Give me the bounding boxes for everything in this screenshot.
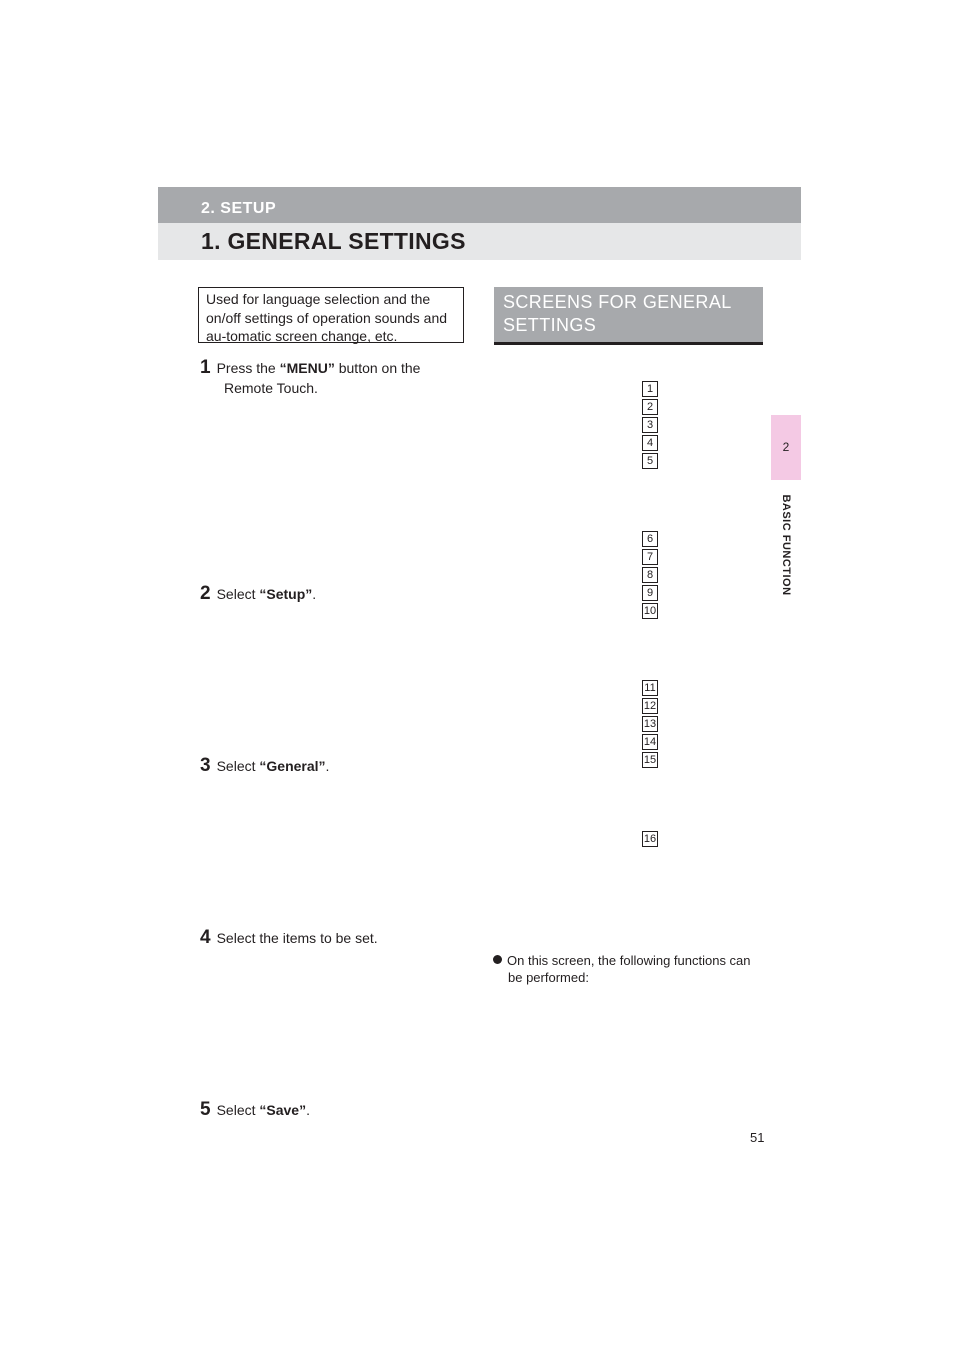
chapter-label: BASIC FUNCTION (780, 494, 792, 596)
step-3 (200, 755, 329, 777)
step-text: button on the (334, 360, 421, 376)
step-keyword: “General” (259, 758, 326, 774)
callout-9: 9 (642, 585, 658, 601)
callout-16: 16 (643, 833, 657, 845)
callout-15: 15 (643, 754, 657, 766)
section-label: 2. SETUP (201, 200, 277, 217)
note-text: be performed: (508, 970, 589, 985)
step-text: . (312, 586, 317, 602)
callout-10: 10 (643, 605, 657, 617)
step-keyword: “Save” (259, 1102, 307, 1118)
chapter-number: 2 (782, 440, 790, 454)
step-text: Select the items to be set. (216, 930, 378, 946)
callout-8: 8 (642, 567, 658, 583)
callout-2: 2 (642, 399, 658, 415)
step-number: 4 (200, 927, 211, 948)
step-text: Select (216, 1102, 260, 1118)
callout-7: 7 (642, 549, 658, 565)
callout-6: 6 (642, 531, 658, 547)
callout-3: 3 (642, 417, 658, 433)
step-text: . (325, 758, 330, 774)
callout-4: 4 (642, 435, 658, 451)
note (493, 952, 768, 986)
page-title: 1. GENERAL SETTINGS (201, 228, 466, 254)
step-number: 5 (200, 1099, 211, 1120)
page-number: 51 (750, 1130, 765, 1145)
step-number: 2 (200, 583, 211, 604)
step-keyword: “MENU” (279, 360, 335, 376)
step-text: . (306, 1102, 310, 1118)
step-keyword: “Setup” (259, 586, 313, 602)
callout-14: 14 (643, 736, 657, 748)
intro-box: Used for language selection and the on/off settings of operation sounds and au-tomatic screen change, etc. (198, 287, 464, 343)
step-4 (200, 927, 378, 949)
step-2 (200, 583, 316, 605)
callout-12: 12 (643, 700, 657, 712)
callout-13: 13 (643, 718, 657, 730)
note-text: On this screen, the following functions can (507, 953, 751, 968)
step-number: 3 (200, 755, 211, 776)
step-text: Select (216, 586, 260, 602)
step-number: 1 (200, 357, 211, 378)
callout-5: 5 (642, 453, 658, 469)
callout-11: 11 (642, 680, 658, 696)
step-5 (200, 1099, 310, 1121)
step-1 (200, 358, 472, 398)
step-text: Press the (216, 360, 280, 376)
step-continuation: Remote Touch. (224, 380, 318, 396)
callout-1: 1 (642, 381, 658, 397)
screens-heading: SCREENS FOR GENERAL SETTINGS (503, 292, 731, 335)
bullet-icon (493, 955, 502, 964)
step-text: Select (216, 758, 260, 774)
